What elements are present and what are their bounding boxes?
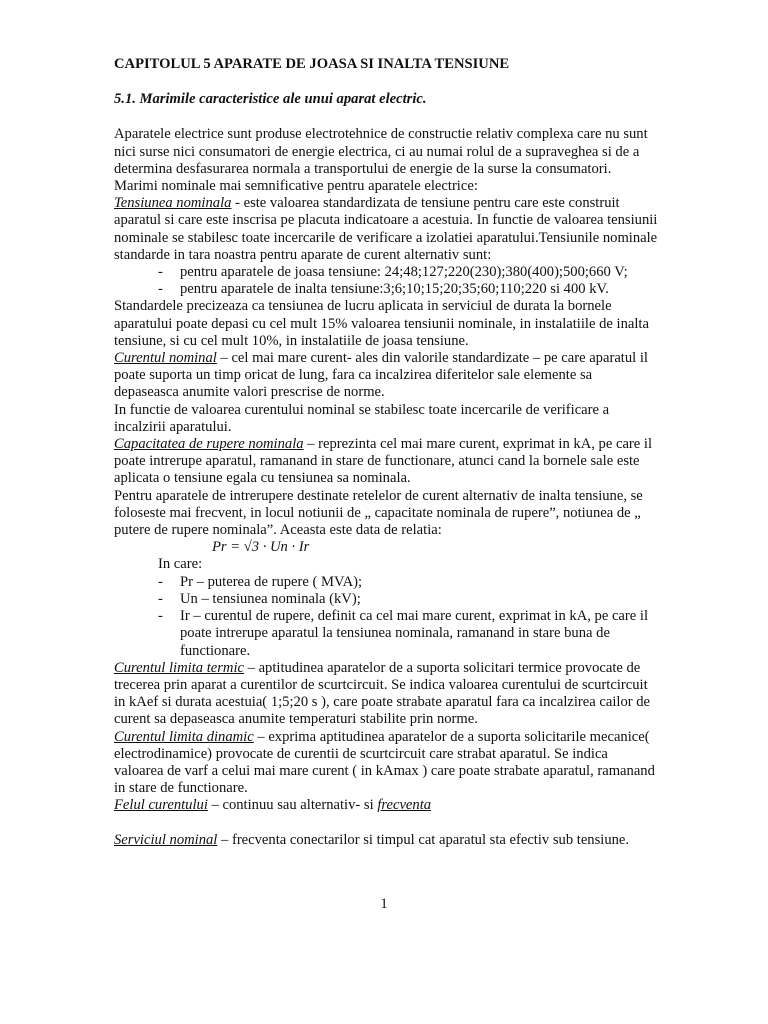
term-frecventa: frecventa xyxy=(377,797,432,814)
tensiune-after: Standardele precizeaza ca tensiunea de lucru aplicata in serviciul de durata la bornele aparatului poate depasi cu cel mult 15% valoarea tensiunii nominale, in instalatiile de inalta tensiune, si cu cel mult 10%, in instalatiile de joasa tensiune. xyxy=(114,298,649,349)
dinamic-paragraph xyxy=(114,729,659,798)
voltage-list xyxy=(158,264,659,298)
list-item: - Un – tensiunea nominala (kV); xyxy=(158,591,659,608)
dinamic-text: – exprima aptitudinea aparatelor de a suporta solicitarile mecanice( electrodinamice) provocate de curentii de scurtcircuit care strabat aparatul. Se indica valoarea de varf a celui mai mare curent ( in kAmax ) care poate strabate aparatul, ramanand in stare de functionare. xyxy=(114,728,655,797)
formula: Pr = √3 · Un · Ir xyxy=(212,539,310,556)
list-item: - pentru aparatele de inalta tensiune:3;6;10;15;20;35;60;110;220 si 400 kV. xyxy=(158,281,659,298)
list-item: - Ir – curentul de rupere, definit ca cel mai mare curent, exprimat in kA, pe care il poate intrerupe aparatul la tensiunea nominala, ramanand in stare buna de functionare. xyxy=(158,608,659,660)
curent-paragraph xyxy=(114,350,659,402)
capacitate-after: Pentru aparatele de intrerupere destinate retelelor de curent alternativ de inalta tensiune, se foloseste mai frecvent, in locul notiunii de „ capacitate nominala de rupere”, notiunea de „ putere de rupere nominala”. Aceasta este data de relatia: xyxy=(114,487,643,539)
page-number: 1 xyxy=(380,896,388,912)
curent-after: In functie de valoarea curentului nominal se stabilesc toate incercarile de verificare a incalzirii aparatului. xyxy=(114,401,610,435)
capacitate-text: – reprezinta cel mai mare curent, exprimat in kA, pe care il poate intrerupe aparatul, ramanand in stare de functionare, atunci cand la bornele sale este aplicata o tensiune egala cu tensiunea sa nominala. xyxy=(114,436,653,487)
section-title: 5.1. Marimile caracteristice ale unui aparat electric. xyxy=(114,91,427,108)
termic-paragraph xyxy=(114,660,659,729)
term-felul: Felul curentului xyxy=(114,797,208,814)
curent-text: – cel mai mare curent- ales din valorile standardizate – pe care aparatul il poate suporta un timp oricat de lung, fara ca incalzirea diferitelor sale elemente sa depaseasca anumite valori prescrise de norme. xyxy=(114,350,648,401)
in-care-label: In care: xyxy=(158,556,203,573)
list-item: - pentru aparatele de joasa tensiune: 24;48;127;220(230);380(400);500;660 V; xyxy=(158,264,659,281)
serviciul-paragraph xyxy=(114,832,659,849)
term-termic: Curentul limita termic xyxy=(114,659,244,676)
list-item: - Pr – puterea de rupere ( MVA); xyxy=(158,574,659,591)
termic-text: – aptitudinea aparatelor de a suporta solicitari termice provocate de trecerea prin aparat a curentilor de scurtcircuit. Se indica valoarea curentului de scurtcircuit in kAef si durata acestuia( 1;5;20 s ), care poate strabate aparatul fara ca incalzirea cailor de curent sa depaseasca anumite temperaturi stabilite prin norme. xyxy=(114,659,651,728)
intro-paragraph: Aparatele electrice sunt produse electrotehnice de constructie relativ complexa care nu sunt nici surse nici consumatori de energie electrica, ci au numai rolul de a supraveghea si de a determina desfasurarea normala a transportului de energie de la surse la consumatori. xyxy=(114,126,648,177)
serviciul-text: – frecventa conectarilor si timpul cat aparatul sta efectiv sub tensiune. xyxy=(217,831,630,848)
term-capacitate: Capacitatea de rupere nominala xyxy=(114,436,304,453)
term-tensiune: Tensiunea nominala xyxy=(114,195,232,212)
term-serviciul: Serviciul nominal xyxy=(114,831,218,848)
nominal-intro: Marimi nominale mai semnificative pentru aparatele electrice: xyxy=(114,178,478,195)
capacitate-paragraph xyxy=(114,436,659,488)
chapter-title: CAPITOLUL 5 APARATE DE JOASA SI INALTA TENSIUNE xyxy=(114,56,510,72)
felul-text: – continuu sau alternativ- si xyxy=(207,797,378,814)
tensiune-paragraph xyxy=(114,195,659,264)
felul-paragraph xyxy=(114,797,659,814)
term-curent: Curentul nominal xyxy=(114,350,217,367)
definitions-list xyxy=(158,574,659,660)
spacer xyxy=(114,815,659,832)
page-content xyxy=(114,56,659,849)
tensiune-text: - este valoarea standardizata de tensiune pentru care este construit aparatul si care este inscrisa pe placuta indicatoare a acestuia. In functie de valoarea tensiunii nominale se stabilesc toate incercarile de verificare a izolatiei aparatului.Tensiunile nominale standarde in tara noastra pentru aparate de curent alternativ sunt: xyxy=(114,195,658,263)
term-dinamic: Curentul limita dinamic xyxy=(114,728,254,745)
